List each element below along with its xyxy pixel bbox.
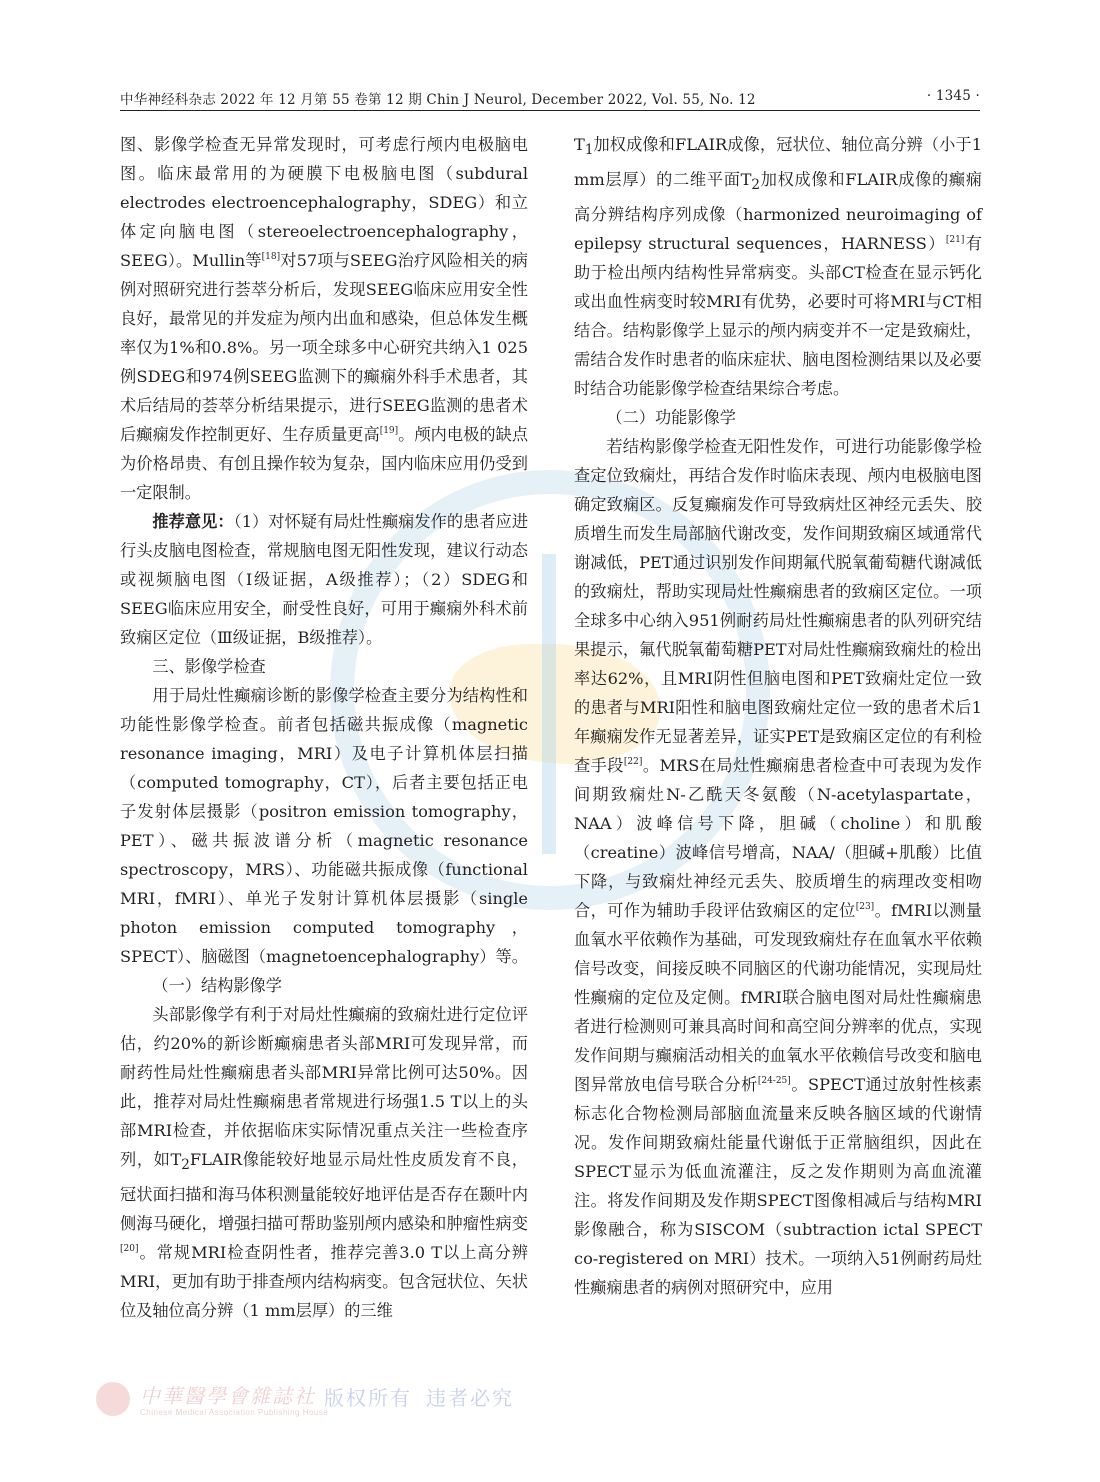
paragraph-intracranial-eeg: 图、影像学检查无异常发现时，可考虑行颅内电极脑电图。临床最常用的为硬膜下电极脑电图（subdural electrodes electroencephalography，SDEG）和立体定向脑电图（stereoelectroencephalography，SEEG）。Mullin等[18]对57项与SEEG治疗风险相关的病例对照研究进行荟萃分析后，发现SEEG临床应用安全性良好，最常见的并发症为颅内出血和感染，但总体发生概率仅为1%和0.8%。另一项全球多中心研究共纳入1 025例SDEG和974例SEEG监测下的癫痫外科手术患者，其术后结局的荟萃分析结果提示，进行SEEG监测的患者术后癫痫发作控制更好、生存质量更高[19]。颅内电极的缺点为价格昂贵、有创且操作较为复杂，国内临床应用仍受到一定限制。: [120, 135, 529, 502]
recommendation-label: 推荐意见：: [152, 512, 234, 531]
page-number: · 1345 ·: [926, 88, 980, 104]
citation-23: [23]: [855, 902, 875, 913]
citation-21: [21]: [945, 235, 965, 246]
subsection-title-structural: （一）结构影像学: [152, 976, 282, 995]
running-title: 中华神经科杂志 2022 年 12 月第 55 卷第 12 期 Chin J Neurol, December 2022, Vol. 55, No. 12: [120, 92, 756, 108]
citation-22: [22]: [623, 757, 643, 768]
header-rule: [120, 110, 980, 111]
paragraph-structural-imaging: 头部影像学有利于对局灶性癫痫的致痫灶进行定位评估，约20%的新诊断癫痫患者头部MRI可发现异常，而耐药性局灶性癫痫患者头部MRI异常比例可达50%。因此，推荐对局灶性癫痫患者常规进行场强1.5 T以上的头部MRI检查，并依据临床实际情况重点关注一些检查序列，如$T_2FLAIR$像能较好地显示局灶性皮质发育不良，冠状面扫描和海马体积测量能较好地评估是否存在颞叶内侧海马硬化，增强扫描可帮助鉴别颅内感染和肿瘤性病变[20]。常规MRI检查阴性者，推荐完善3.0 T以上高分辨MRI，更加有助于排查颅内结构病变。包含冠状位、矢状位及轴位高分辨（1 mm层厚）的三维: [120, 1005, 528, 1321]
section-title-imaging: 三、影像学检查: [152, 657, 266, 676]
paragraph-imaging-overview: 用于局灶性癫痫诊断的影像学检查主要分为结构性和功能性影像学检查。前者包括磁共振成像（magnetic resonance imaging，MRI）及电子计算机体层扫描（computed tomography，CT），后者主要包括正电子发射体层摄影（positron emission tomography，PET）、磁共振波谱分析（magnetic resonance spectroscopy，MRS）、功能磁共振成像（functional MRI，fMRI）、单光子发射计算机体层摄影（single photon emission computed tomography，SPECT）、脑磁图（magnetoencephalography）等。: [120, 686, 528, 966]
left-column: [120, 130, 528, 1325]
citation-24-25: [24-25]: [757, 1076, 791, 1087]
citation-19: [19]: [379, 426, 399, 436]
subsection-title-functional: （二）功能影像学: [606, 408, 736, 428]
publisher-name-en: Chinese Medical Association Publishing House: [140, 1408, 329, 1417]
publisher-seal-icon: [96, 1382, 130, 1416]
right-column: [574, 130, 982, 1302]
infringement-mark: 违者必究: [426, 1386, 514, 1410]
citation-20: [20]: [120, 1244, 139, 1255]
paragraph-functional-imaging: 若结构影像学检查无阳性发作，可进行功能影像学检查定位致痫灶，再结合发作时临床表现、颅内电极脑电图确定致痫区。反复癫痫发作可导致病灶区神经元丢失、胶质增生而发生局部脑代谢改变，发作间期致痫区域通常代谢减低，PET通过识别发作间期氟代脱氧葡萄糖代谢减低的致痫灶，帮助实现局灶性癫痫患者的致痫区定位。一项全球多中心纳入951例耐药局灶性癫痫患者的队列研究结果提示，氟代脱氧葡萄糖PET对局灶性癫痫致痫灶的检出率达62%，且MRI阴性但脑电图和PET致痫灶定位一致的患者与MRI阳性和脑电图致痫灶定位一致的患者术后1年癫痫发作无显著差异，证实PET是致痫区定位的有利检查手段[22]。MRS在局灶性癫痫患者检查中可表现为发作间期致痫灶N-乙酰天冬氨酸（N-acetylaspartate，NAA）波峰信号下降，胆碱（choline）和肌酸（creatine）波峰信号增高，NAA/（胆碱+肌酸）比值下降，与致痫灶神经元丢失、胶质增生的病理改变相吻合，可作为辅助手段评估致痫区的定位[23]。fMRI以测量血氧水平依赖作为基础，可发现致痫灶存在血氧水平依赖信号改变，间接反映不同脑区的代谢功能情况，实现局灶性癫痫的定位及定侧。fMRI联合脑电图对局灶性癫痫患者进行检测则可兼具高时间和高空间分辨率的优点，实现发作间期与癫痫活动相关的血氧水平依赖信号改变和脑电图异常放电信号联合分析[24-25]。SPECT通过放射性核素标志化合物检测局部脑血流量来反映各脑区域的代谢情况。发作间期致痫灶能量代谢低于正常脑组织，因此在SPECT显示为低血流灌注，反之发作期则为高血流灌注。将发作间期及发作期SPECT图像相减后与结构MRI影像融合，称为SISCOM（subtraction ictal SPECT co-registered on MRI）技术。一项纳入51例耐药局灶性癫痫患者的病例对照研究中，应用: [574, 437, 982, 1298]
publisher-name: 中華醫學會雜誌社: [140, 1384, 316, 1408]
paragraph-harness: $T_1$加权成像和FLAIR成像，冠状位、轴位高分辨（小于1 mm层厚）的二维平面$T_2$加权成像和FLAIR成像的癫痫高分辨结构序列成像（harmonized neuroimaging of epilepsy structural sequences，HARNESS）[21]有助于检出颅内结构性异常病变。头部CT检查在显示钙化或出血性病变时较MRI有优势，必要时可将MRI与CT相结合。结构影像学上显示的颅内病变并不一定是致痫灶，需结合发作时患者的临床症状、脑电图检测结果以及必要时结合功能影像学检查结果综合考虑。: [574, 135, 982, 399]
publisher-logo: [96, 1378, 516, 1424]
citation-18: [18]: [261, 252, 281, 262]
recommendation-paragraph: 推荐意见：（1）对怀疑有局灶性癫痫发作的患者应进行头皮脑电图检查，常规脑电图无阳性发现，建议行动态或视频脑电图（Ⅰ级证据，A级推荐）；（2）SDEG和SEEG临床应用安全，耐受性良好，可用于癫痫外科术前致痫区定位（Ⅲ级证据，B级推荐）。: [120, 512, 529, 647]
copyright-mark: 版权所有: [324, 1386, 412, 1410]
watermark-staff: [542, 554, 556, 854]
running-header: [120, 88, 980, 110]
